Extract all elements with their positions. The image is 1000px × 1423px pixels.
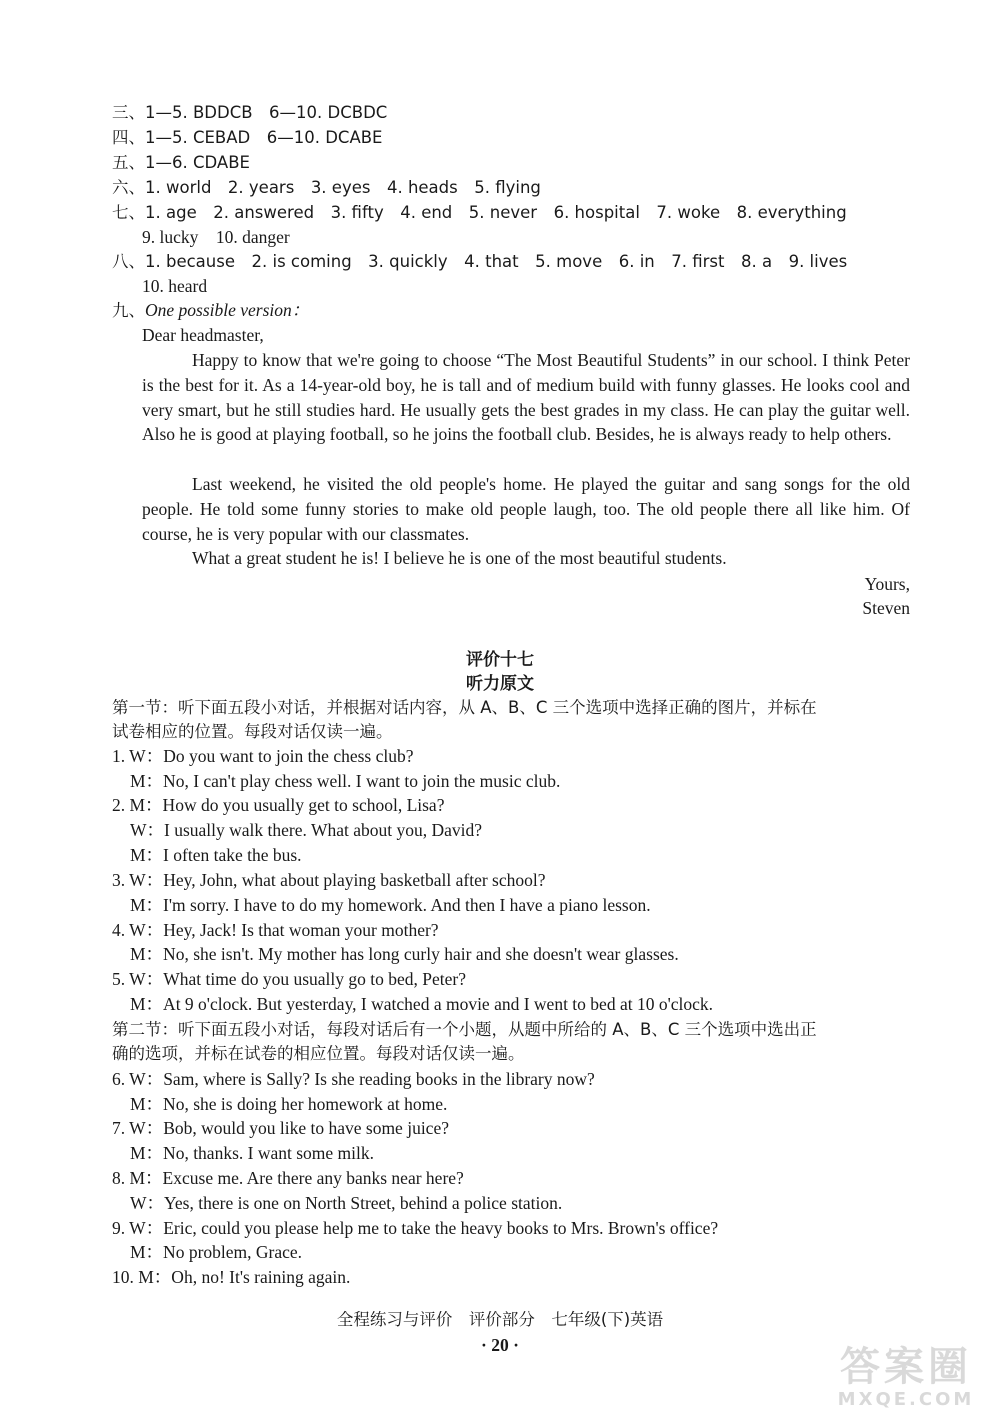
composition-label-text: One possible version： [145,300,310,320]
answer-line-8-cont: 10. heard [142,276,208,296]
dialogue-line: M：No, she is doing her homework at home. [130,1094,448,1114]
letter-signature: Steven [862,598,910,618]
answer-line-3: 三、1—5. BDDCB 6—10. DCBDC [112,103,388,122]
dialogue-line: 7. W：Bob, would you like to have some juice? [112,1118,449,1138]
part2-instruction-cont: 确的选项，并标在试卷的相应位置。每段对话仅读一遍。 [112,1044,525,1063]
section-subtitle: 听力原文 [466,674,534,694]
page-number: · 20 · [481,1335,519,1355]
letter-paragraph-1: Happy to know that we're going to choose “The Most Beautiful Students” in our school. I think Peter is the best for it. As a 14-year-old boy, he is tall and of medium build with funny glasses. He looks cool and very smart, but he still studies hard. He usually gets the best grades in my class. He can play the guitar well. Also he is good at playing football, so he joins the football club. Besides, he is always ready to help others. [142,350,910,445]
part1-instruction: 第一节：听下面五段小对话，并根据对话内容，从 A、B、C 三个选项中选择正确的图片，并标在 [112,698,817,717]
answer-line-4: 四、1—5. CEBAD 6—10. DCABE [112,128,383,147]
letter-paragraph-2: Last weekend, he visited the old people's home. He played the guitar and sang songs for the old people. He told some funny stories to make old people laugh, too. The old people there all like him. Of course, he is very popular with our classmates. [142,474,910,544]
letter-salutation: Dear headmaster, [142,325,264,345]
answer-line-7-cont: 9. lucky 10. danger [142,227,290,247]
dialogue-line: 6. W：Sam, where is Sally? Is she reading books in the library now? [112,1069,595,1089]
dialogue-line: 9. W：Eric, could you please help me to take the heavy books to Mrs. Brown's office? [112,1218,719,1238]
dialogue-line: 10. M：Oh, no! It's raining again. [112,1267,351,1287]
dialogue-line: 1. W：Do you want to join the chess club? [112,746,414,766]
answer-line-6: 六、1. world 2. years 3. eyes 4. heads 5. flying [112,178,541,197]
letter-paragraph-3: What a great student he is! I believe he is one of the most beautiful students. [192,548,727,568]
composition-number: 九、 [112,301,145,320]
composition-label [112,298,309,323]
dialogue-line: W：Yes, there is one on North Street, behind a police station. [130,1193,563,1213]
dialogue-line: M：No, I can't play chess well. I want to join the music club. [130,771,561,791]
dialogue-line: 4. W：Hey, Jack! Is that woman your mother? [112,920,439,940]
dialogue-line: M：At 9 o'clock. But yesterday, I watched a movie and I went to bed at 10 o'clock. [130,994,713,1014]
section-title: 评价十七 [466,650,534,670]
watermark-en: MXQE.COM [837,1389,975,1410]
dialogue-line: W：I usually walk there. What about you, David? [130,820,483,840]
dialogue-line: M：No problem, Grace. [130,1242,303,1262]
dialogue-line: 8. M：Excuse me. Are there any banks near here? [112,1168,464,1188]
answer-line-8: 八、1. because 2. is coming 3. quickly 4. that 5. move 6. in 7. first 8. a 9. lives [112,252,848,271]
dialogue-line: M：I often take the bus. [130,845,302,865]
footer-title: 全程练习与评价 评价部分 七年级(下)英语 [336,1310,664,1329]
answer-line-5: 五、1—6. CDABE [112,153,250,172]
dialogue-line: 5. W：What time do you usually go to bed, Peter? [112,969,466,989]
dialogue-line: M：No, thanks. I want some milk. [130,1143,375,1163]
answer-line-7: 七、1. age 2. answered 3. fifty 4. end 5. never 6. hospital 7. woke 8. everything [112,203,847,222]
dialogue-line: M：I'm sorry. I have to do my homework. And then I have a piano lesson. [130,895,651,915]
dialogue-line: 3. W：Hey, John, what about playing basketball after school? [112,870,546,890]
letter-closing: Yours, [864,574,910,594]
dialogue-line: M：No, she isn't. My mother has long curly hair and she doesn't wear glasses. [130,944,679,964]
part2-instruction: 第二节：听下面五段小对话，每段对话后有一个小题，从题中所给的 A、B、C 三个选项中选出正 [112,1020,817,1039]
part1-instruction-cont: 试卷相应的位置。每段对话仅读一遍。 [112,722,393,741]
watermark-logo [826,1345,986,1415]
dialogue-line: 2. M：How do you usually get to school, Lisa? [112,795,445,815]
watermark-cn: 答案圈 [840,1344,972,1390]
